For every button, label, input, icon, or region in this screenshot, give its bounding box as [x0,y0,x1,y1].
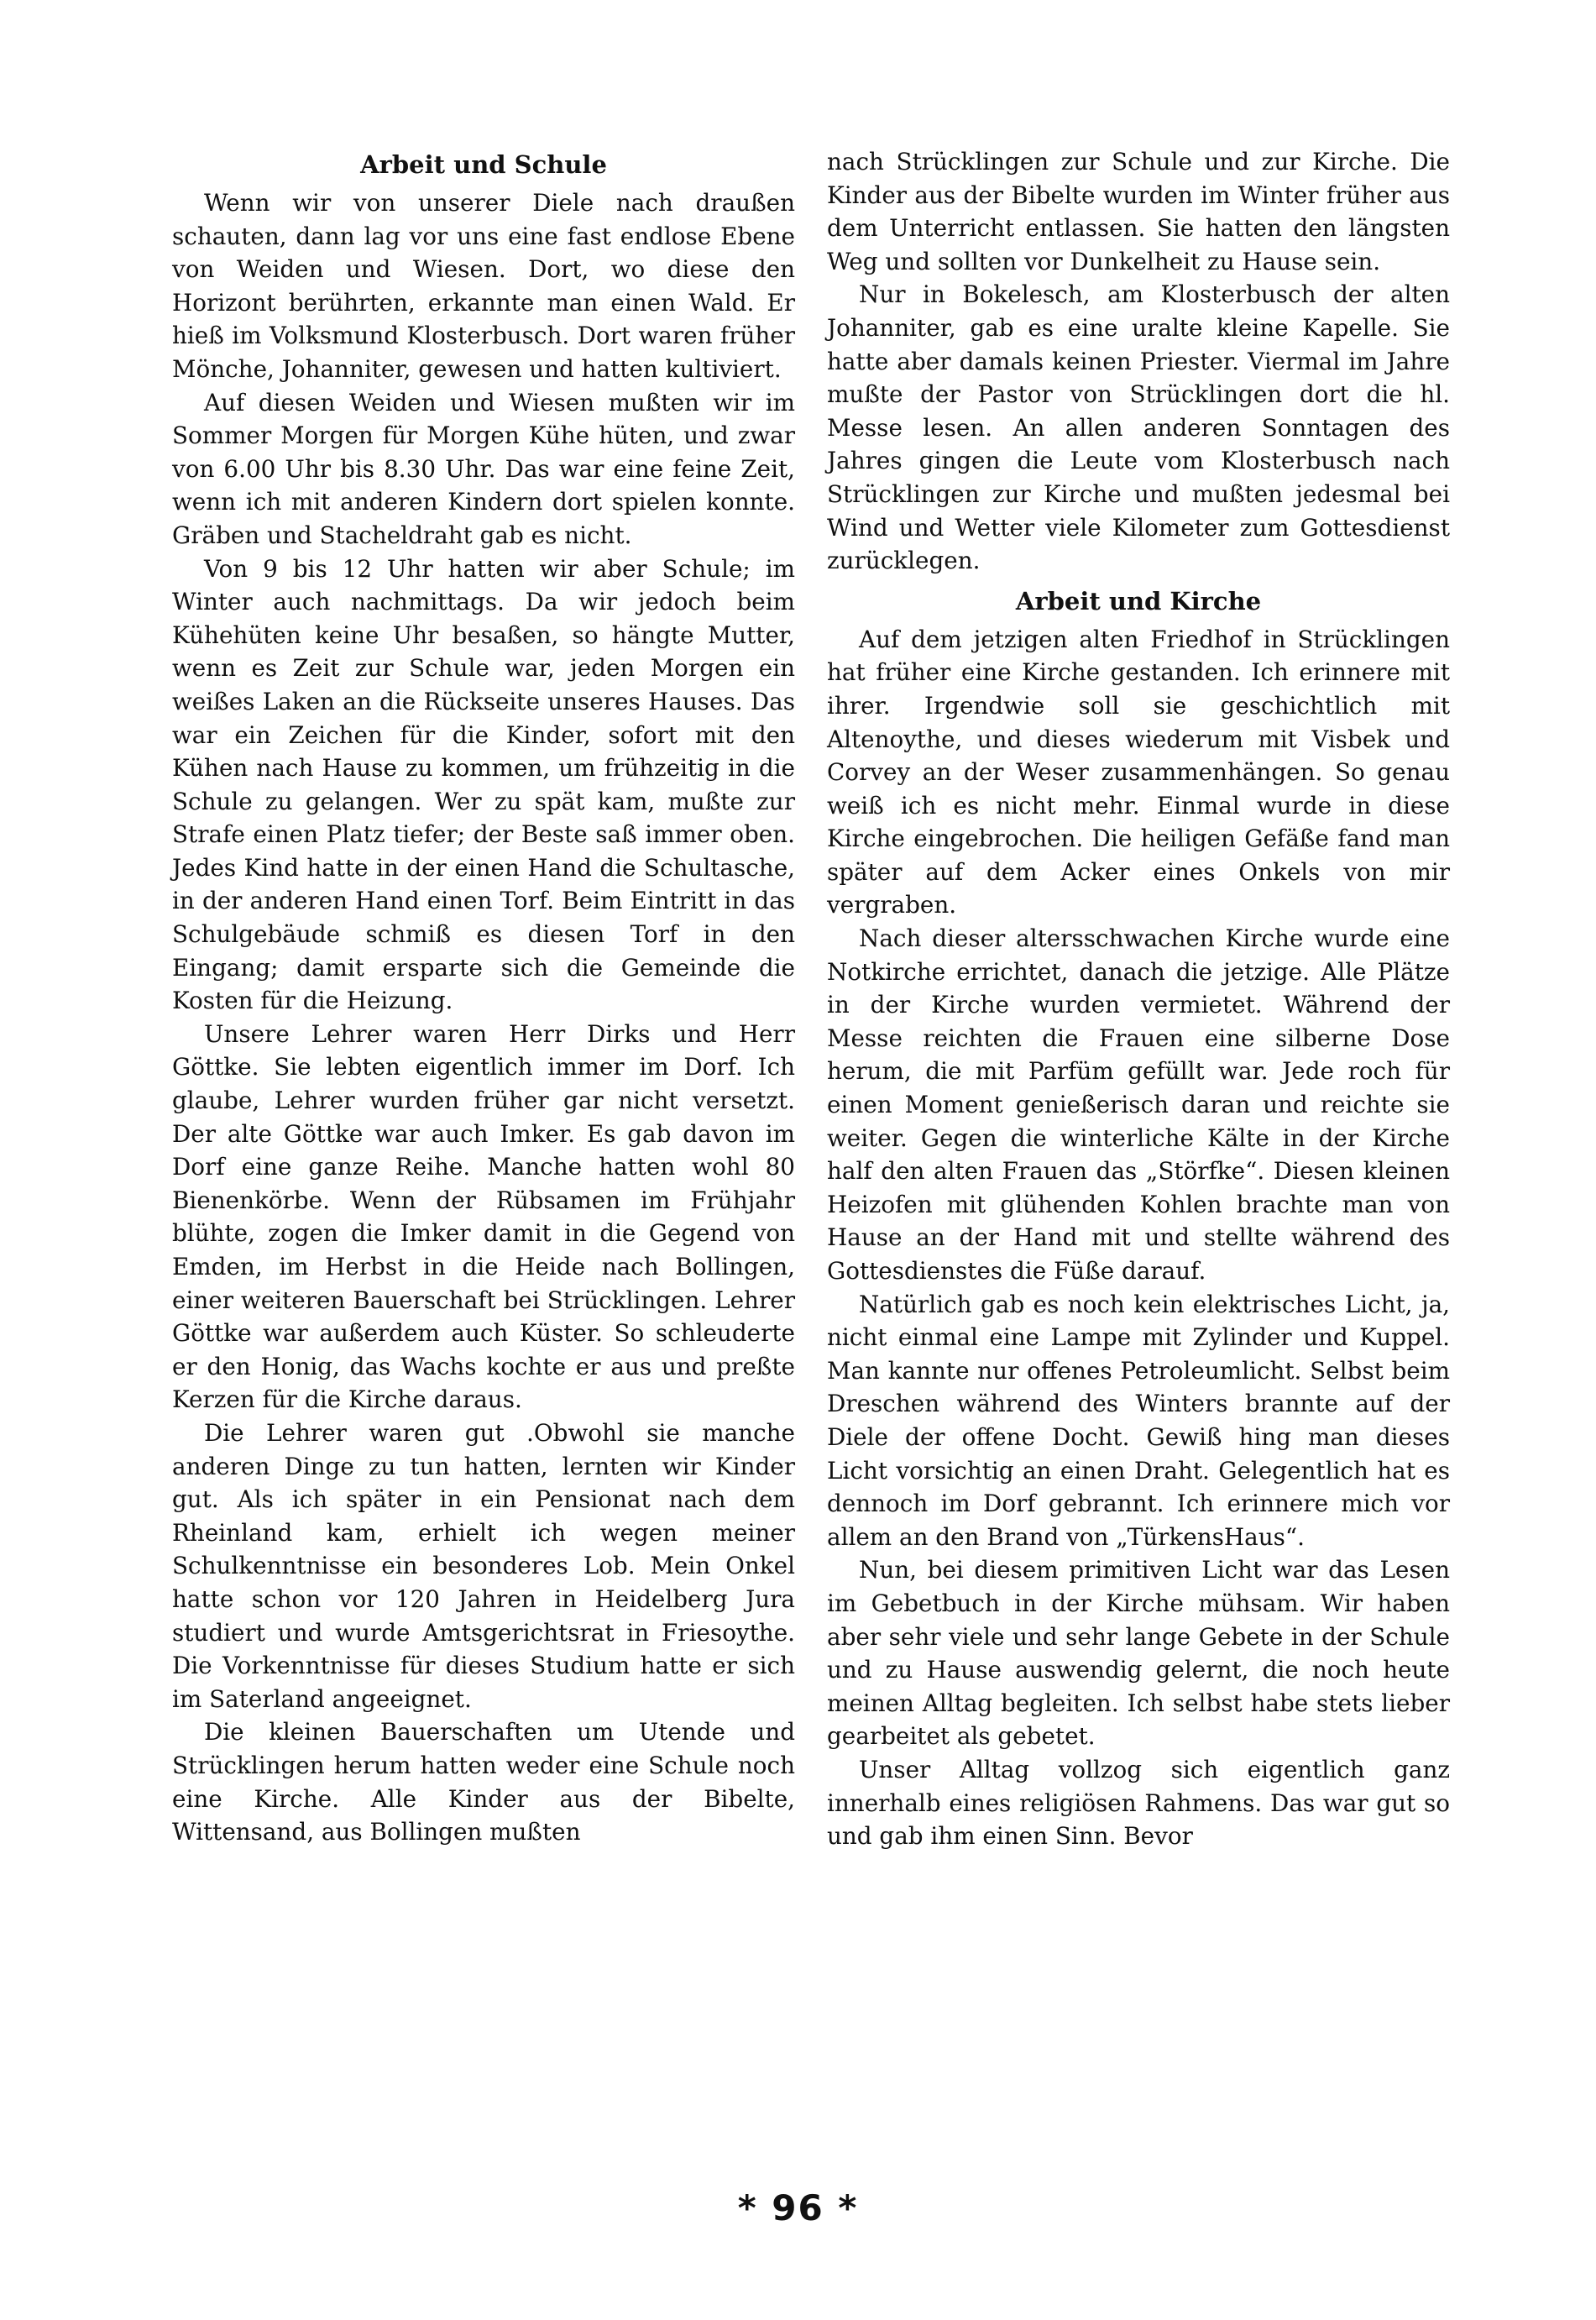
section-heading-arbeit-und-kirche: Arbeit und Kirche [1015,586,1262,615]
paragraph: Unsere Lehrer waren Herr Dirks und Herr Göttke. Sie lebten eigentlich immer im Dorf. Ich glaube, Lehrer wurden früher gar nicht versetzt. Der alte Göttke war auch Imker. Es gab davon im Dorf eine ganze Reihe. Manche hatten wohl 80 Bienenkörbe. Wenn der Rübsamen im Frühjahr blühte, zogen die Imker damit in die Gegend von Emden, im Herbst in die Heide nach Bollingen, einer weiteren Bauerschaft bei Strücklingen. Lehrer Göttke war außerdem auch Küster. So schleuderte er den Honig, das Wachs kochte er aus und preßte Kerzen für die Kirche daraus. [172,1019,795,1414]
paragraph: Nur in Bokelesch, am Klosterbusch der alten Johanniter, gab es eine uralte kleine Kapelle. Sie hatte aber damals keinen Priester. Viermal im Jahre mußte der Pastor von Strücklingen dort die hl. Messe lesen. An allen anderen Sonntagen des Jahres gingen die Leute vom Klosterbusch nach Strücklingen zur Kirche und mußten jedesmal bei Wind und Wetter viele Kilometer zum Gottesdienst zurücklegen. [827,280,1450,575]
left-column [172,141,795,1849]
right-column [827,145,1450,1853]
paragraph: Die Lehrer waren gut .Obwohl sie manche anderen Dinge zu tun hatten, lernten wir Kinder gut. Als ich später in ein Pensionat nach dem Rheinland kam, erhielt ich wegen meiner Schulkenntnisse ein besonderes Lob. Mein Onkel hatte schon vor 120 Jahren in Heidelberg Jura studiert und wurde Amtsgerichtsrat in Friesoythe. Die Vorkenntnisse für dieses Studium hatte er sich im Saterland angeeignet. [172,1418,795,1713]
paragraph: Nach dieser altersschwachen Kirche wurde eine Notkirche errichtet, danach die jetzige. Alle Plätze in der Kirche wurden vermietet. Während der Messe reichten die Frauen eine silberne Dose herum, die mit Parfüm gefüllt war. Jede roch für einen Moment genießerisch daran und reichte sie weiter. Gegen die winterliche Kälte in der Kirche half den alten Frauen das „Störfke“. Diesen kleinen Heizofen mit glühenden Kohlen brachte man von Hause an der Hand mit und stellte während des Gottesdienstes die Füße darauf. [827,924,1450,1285]
paragraph-continuation: nach Strücklingen zur Schule und zur Kirche. Die Kinder aus der Bibelte wurden im Winter früher aus dem Unterricht entlassen. Sie hatten den längsten Weg und sollten vor Dunkelheit zu Hause sein. [827,148,1450,275]
paragraph: Auf dem jetzigen alten Friedhof in Strücklingen hat früher eine Kirche gestanden. Ich erinnere mit ihrer. Irgendwie soll sie geschichtlich mit Altenoythe, und dieses wiederum mit Visbek und Corvey an der Weser zusammenhängen. So genau weiß ich es nicht mehr. Einmal wurde in diese Kirche eingebrochen. Die heiligen Gefäße fand man später auf dem Acker eines Onkels von mir vergraben. [827,625,1450,919]
paragraph: Auf diesen Weiden und Wiesen mußten wir im Sommer Morgen für Morgen Kühe hüten, und zwar von 6.00 Uhr bis 8.30 Uhr. Das war eine feine Zeit, wenn ich mit anderen Kindern dort spielen konnte. Gräben und Stacheldraht gab es nicht. [172,388,795,549]
section-heading-arbeit-und-schule: Arbeit und Schule [360,150,607,179]
page-number: * 96 * [737,2187,859,2228]
paragraph: Unser Alltag vollzog sich eigentlich ganz innerhalb eines religiösen Rahmens. Das war gut so und gab ihm einen Sinn. Bevor [827,1755,1450,1851]
paragraph: Wenn wir von unserer Diele nach draußen schauten, dann lag vor uns eine fast endlose Ebene von Weiden und Wiesen. Dort, wo diese den Horizont berührten, erkannte man einen Wald. Er hieß im Volksmund Klosterbusch. Dort waren früher Mönche, Johanniter, gewesen und hatten kultiviert. [172,189,795,383]
paragraph: Von 9 bis 12 Uhr hatten wir aber Schule; im Winter auch nachmittags. Da wir jedoch beim Kühehüten keine Uhr besaßen, so hängte Mutter, wenn es Zeit zur Schule war, jeden Morgen ein weißes Laken an die Rückseite unseres Hauses. Das war ein Zeichen für die Kinder, sofort mit den Kühen nach Hause zu kommen, um frühzeitig in die Schule zu gelangen. Wer zu spät kam, mußte zur Strafe einen Platz tiefer; der Beste saß immer oben. Jedes Kind hatte in der einen Hand die Schultasche, in der anderen Hand einen Torf. Beim Eintritt in das Schulgebäude schmiß es diesen Torf in den Eingang; damit ersparte sich die Gemeinde die Kosten für die Heizung. [172,554,795,1015]
paragraph: Natürlich gab es noch kein elektrisches Licht, ja, nicht einmal eine Lampe mit Zylinder und Kuppel. Man kannte nur offenes Petroleumlicht. Selbst beim Dreschen während des Winters brannte auf der Diele der offene Docht. Gewiß hing man dieses Licht vorsichtig an einen Draht. Gelegentlich hat es dennoch im Dorf gebrannt. Ich erinnere mich vor allem an den Brand von „TürkensHaus“. [827,1290,1450,1551]
paragraph: Die kleinen Bauerschaften um Utende und Strücklingen herum hatten weder eine Schule noch eine Kirche. Alle Kinder aus der Bibelte, Wittensand, aus Bollingen mußten [172,1718,795,1846]
paragraph: Nun, bei diesem primitiven Licht war das Lesen im Gebetbuch in der Kirche mühsam. Wir haben aber sehr viele und sehr lange Gebete in der Schule und zu Hause auswendig gelernt, die noch heute meinen Alltag begleiten. Ich selbst habe stets lieber gearbeitet als gebetet. [827,1556,1450,1751]
